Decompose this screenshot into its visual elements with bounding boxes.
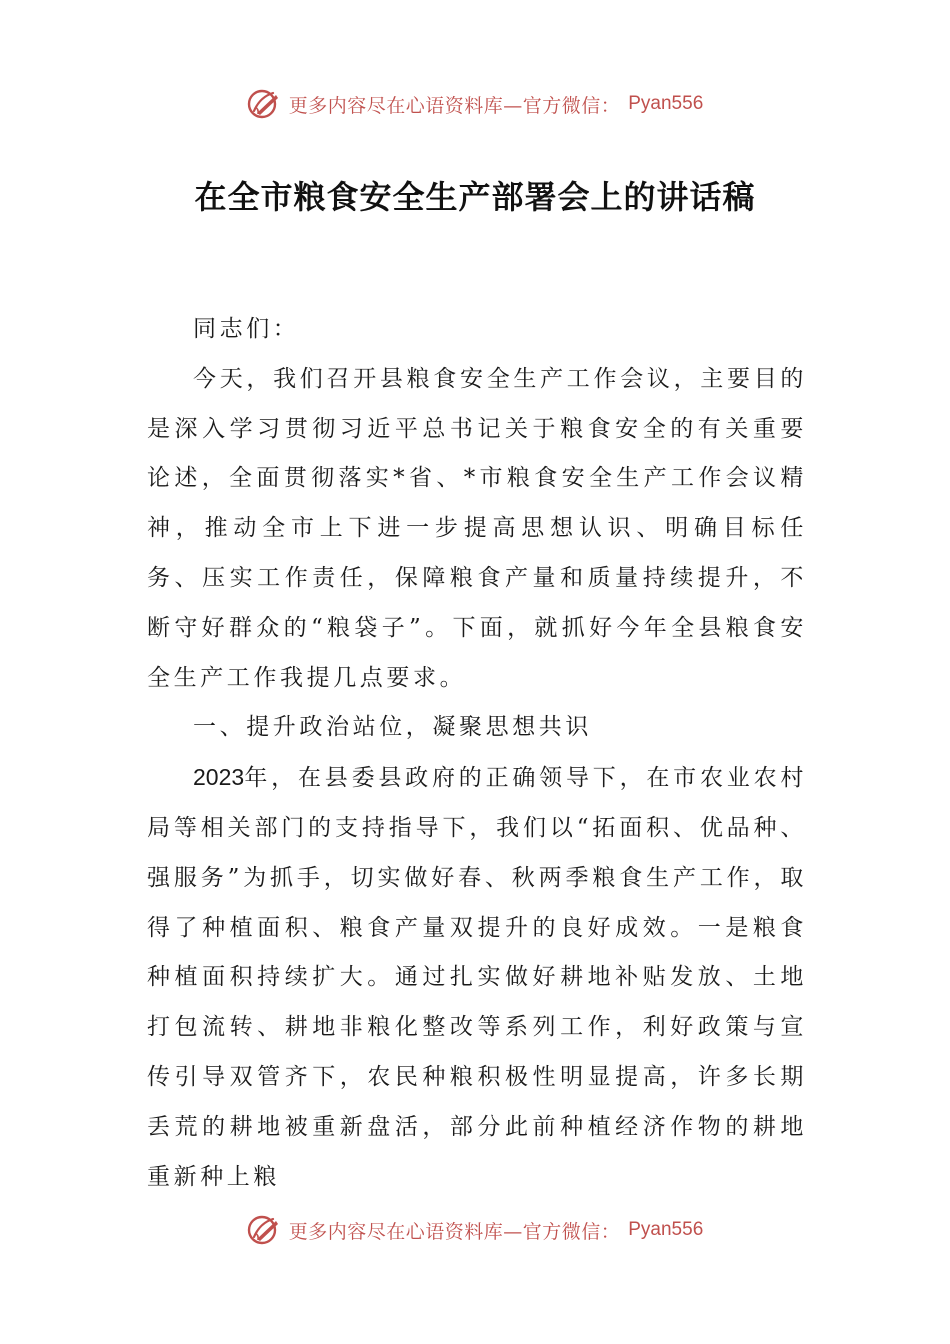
watermark-wechat-id: Pyan556 [628,1219,704,1240]
paragraph-2023-review-text: 年，在县委县政府的正确领导下，在市农业农村局等相关部门的支持指导下，我们以“拓面积、优品种、强服务”为抓手，切实做好春、秋两季粮食生产工作，取得了种植面积、粮食产量双提升的良好成效。一是粮食种植面积持续扩大。通过扎实做好耕地补贴发放、土地打包流转、耕地非粮化整改等系列工作，利好政策与宣传引导双管齐下，农民种粮积极性明显提高，许多长期丢荒的耕地被重新盘活，部分此前种植经济作物的耕地重新种上粮 [147,765,807,1190]
pen-logo-icon [247,87,281,121]
header-watermark [0,84,950,124]
footer-watermark [0,1210,950,1250]
paragraph-intro: 今天，我们召开县粮食安全生产工作会议，主要目的是深入学习贯彻习近平总书记关于粮食安全的有关重要论述，全面贯彻落实*省、*市粮食安全生产工作会议精神，推动全市上下进一步提高思想认识、明确目标任务、压实工作责任，保障粮食产量和质量持续提升，不断守好群众的“粮袋子”。下面，就抓好今年全县粮食安全生产工作我提几点要求。 [147,365,807,691]
salutation: 同志们： [193,316,300,342]
watermark-text: 更多内容尽在心语资料库—官方微信： [288,1220,621,1243]
document-title: 在全市粮食安全生产部署会上的讲话稿 [194,178,756,216]
watermark-text: 更多内容尽在心语资料库—官方微信： [288,94,621,117]
section-heading-1: 一、提升政治站位，凝聚思想共识 [193,714,592,741]
watermark-wechat-id: Pyan556 [628,93,704,114]
document-body [147,305,807,1202]
paragraph-2023-review [147,753,807,1202]
pen-logo-icon [247,1213,281,1247]
year-number: 2023 [193,764,245,791]
